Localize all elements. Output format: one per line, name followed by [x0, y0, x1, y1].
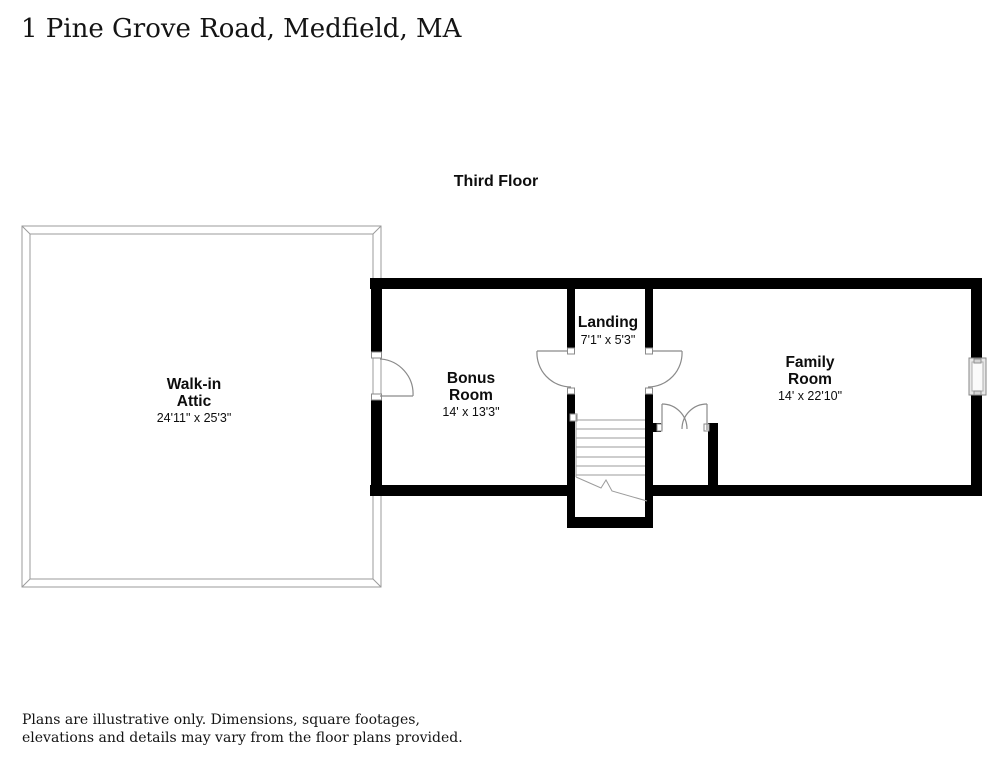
room-label-landing [528, 315, 688, 347]
room-dimensions: 7'1" x 5'3" [580, 332, 636, 347]
top-wall [370, 278, 982, 289]
bottom-wall-left-segment [370, 485, 567, 496]
room-name: Landing [577, 314, 639, 331]
staircase [576, 415, 647, 501]
closet-right-door-swing-arc [682, 404, 707, 429]
closet-left-jamb-cap [657, 424, 662, 431]
room-name: Attic [176, 392, 212, 410]
stairwell-bottom-wall [567, 517, 653, 528]
room-dimensions: 24'11" x 25'3" [156, 411, 232, 425]
room-label-family-room [710, 355, 910, 403]
stair-right-jamb-cap [646, 388, 653, 394]
disclaimer-text [22, 711, 463, 748]
window-sash-bottom [974, 391, 981, 395]
window-sash-top [974, 359, 981, 363]
closet-left-door-swing-arc [662, 404, 687, 429]
disclaimer-line-2: elevations and details may vary from the floor plans provided. [22, 730, 463, 747]
stair-break-line [576, 477, 647, 501]
room-label-walk-in-attic [94, 377, 294, 425]
room-name: Room [449, 386, 493, 404]
page-title: 1 Pine Grove Road, Medfield, MA [21, 14, 462, 44]
stair-right-wall [645, 394, 653, 528]
window-glass [972, 362, 983, 391]
landing-right-jamb-cap [646, 348, 653, 354]
floor-label: Third Floor [453, 173, 539, 190]
room-name: Family [785, 354, 835, 371]
disclaimer-line-1: Plans are illustrative only. Dimensions, square footages, [22, 712, 420, 728]
room-dimensions: 14' x 13'3" [442, 405, 500, 419]
room-label-bonus-room [371, 371, 571, 419]
room-name: Bonus [446, 370, 496, 387]
landing-right-door-swing-arc [648, 351, 682, 387]
window-symbol [969, 358, 986, 395]
closet-right-wall [708, 423, 718, 496]
landing-left-jamb-cap [568, 348, 575, 354]
room-name: Walk-in [166, 376, 222, 393]
room-dimensions: 14' x 22'10" [777, 389, 843, 403]
room-name: Room [788, 370, 832, 388]
bottom-wall-right-segment [652, 485, 982, 496]
bonus-left-wall-upper [371, 278, 382, 352]
attic-door-jamb-top [372, 352, 382, 358]
